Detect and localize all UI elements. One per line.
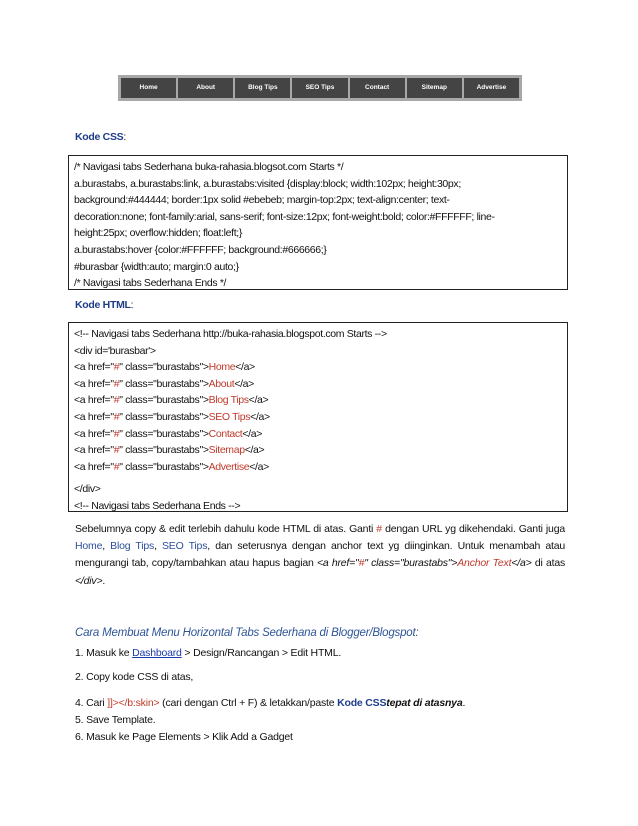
nav-tab-seo-tips[interactable]: SEO Tips xyxy=(292,78,347,98)
html-anchor-line: <a href="#" class="burastabs">Sitemap</a> xyxy=(74,444,265,457)
nav-tab-blog-tips[interactable]: Blog Tips xyxy=(235,78,290,98)
html-end-comment: <!-- Navigasi tabs Sederhana Ends --> xyxy=(74,499,241,512)
css-code-line: decoration:none; font-family:arial, sans-serif; font-size:12px; font-weight:bold; color:#FFFFFF; line- xyxy=(74,210,495,223)
step-4: 4. Cari ]]></b:skin> (cari dengan Ctrl + F) & letakkan/paste Kode CSStepat di atasnya. xyxy=(75,697,466,709)
html-anchor-line: <a href="#" class="burastabs">About</a> xyxy=(74,377,254,390)
html-anchor-line: <a href="#" class="burastabs">Contact</a> xyxy=(74,427,262,440)
nav-tab-advertise[interactable]: Advertise xyxy=(464,78,519,98)
html-div-open: <div id='burasbar'> xyxy=(74,344,156,357)
html-anchor-line: <a href="#" class="burastabs">Blog Tips</a> xyxy=(74,394,269,407)
css-code-line: a.burastabs, a.burastabs:link, a.burastabs:visited {display:block; width:102px; height:30px; xyxy=(74,177,461,190)
css-code-line: /* Navigasi tabs Sederhana Ends */ xyxy=(74,277,227,290)
dashboard-link[interactable]: Dashboard xyxy=(132,647,182,659)
nav-tab-contact[interactable]: Contact xyxy=(350,78,405,98)
css-code-line: /* Navigasi tabs Sederhana buka-rahasia.blogsot.com Starts */ xyxy=(74,161,344,173)
css-code-box xyxy=(68,155,568,290)
guide-heading: Cara Membuat Menu Horizontal Tabs Sederhana di Blogger/Blogspot: xyxy=(75,627,419,639)
step-5: 5. Save Template. xyxy=(75,714,156,726)
nav-tabs-image xyxy=(118,75,522,101)
html-anchor-line: <a href="#" class="burastabs">Advertise</a> xyxy=(74,460,269,473)
step-6: 6. Masuk ke Page Elements > Klik Add a Gadget xyxy=(75,731,293,743)
css-code-line: height:25px; overflow:hidden; float:left;} xyxy=(74,227,243,240)
html-label: Kode HTML: xyxy=(75,299,134,311)
html-div-close: </div> xyxy=(74,483,101,496)
html-anchor-line: <a href="#" class="burastabs">SEO Tips</a> xyxy=(74,410,270,423)
step-1: 1. Masuk ke Dashboard > Design/Rancangan > Edit HTML. xyxy=(75,647,342,659)
css-label: Kode CSS: xyxy=(75,131,126,143)
html-start-comment: <!-- Navigasi tabs Sederhana http://buka-rahasia.blogspot.com Starts --> xyxy=(74,328,387,340)
html-anchor-line: <a href="#" class="burastabs">Home</a> xyxy=(74,361,255,374)
css-code-line: a.burastabs:hover {color:#FFFFFF; background:#666666;} xyxy=(74,243,327,256)
css-code-line: #burasbar {width:auto; margin:0 auto;} xyxy=(74,260,239,273)
nav-tab-sitemap[interactable]: Sitemap xyxy=(407,78,462,98)
css-code-line: background:#444444; border:1px solid #ebebeb; margin-top:2px; text-align:center; text- xyxy=(74,194,450,207)
step-2: 2. Copy kode CSS di atas, xyxy=(75,671,194,683)
html-code-box xyxy=(68,322,568,512)
instruction-paragraph: Sebelumnya copy & edit terlebih dahulu kode HTML di atas. Ganti # dengan URL yg dikehendaki. Ganti juga Home, Blog Tips, SEO Tips, dan seterusnya dengan anchor text yg diinginkan. Untuk menambah atau mengurangi tab, copy/tambahkan atau hapus bagian <a href="#" class="burastabs">Anchor Text</a> di atas </div>. xyxy=(75,523,566,587)
nav-tab-home[interactable]: Home xyxy=(121,78,176,98)
nav-tab-about[interactable]: About xyxy=(178,78,233,98)
